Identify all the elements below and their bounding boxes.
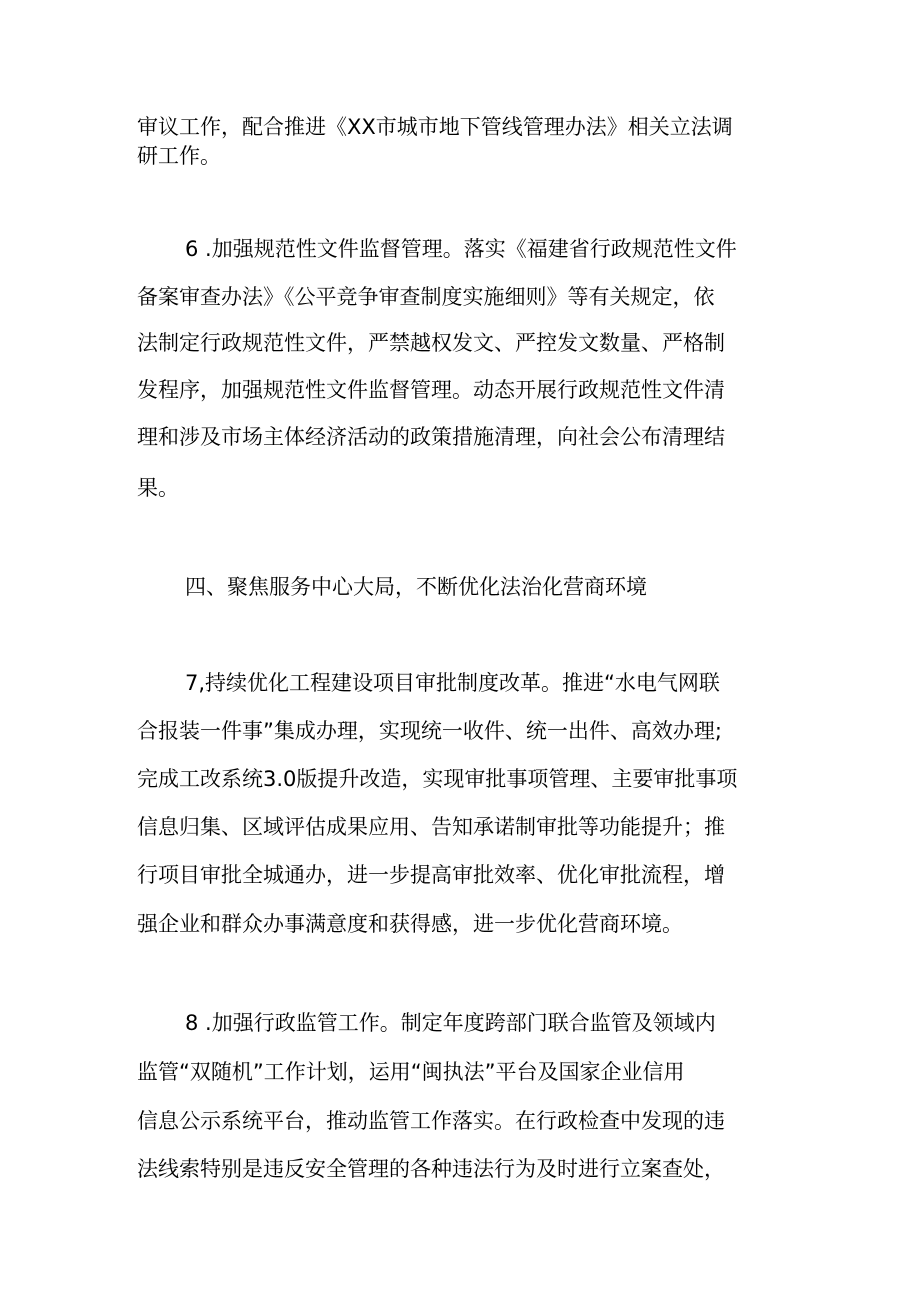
paragraph-6-line-4: 发程序，加强规范性文件监督管理。动态开展行政规范性文件清 bbox=[137, 378, 725, 402]
paragraph-8-line-2: 监管“双随机”工作计划，运用“闽执法”平台及国家企业信用 bbox=[137, 1060, 685, 1084]
paragraph-1-line-2: 研工作。 bbox=[137, 144, 221, 168]
paragraph-7-line-3: 完成工改系统3.0版提升改造，实现审批事项管理、主要审批事项 bbox=[137, 767, 738, 791]
paragraph-7-line-2: 合报装一件事”集成办理，实现统一收件、统一出件、高效办理; bbox=[137, 719, 722, 743]
paragraph-8-line-1: 8 .加强行政监管工作。制定年度跨部门联合监管及领域内 bbox=[185, 1011, 716, 1035]
paragraph-7-line-5: 行项目审批全城通办，进一步提高审批效率、优化审批流程，增 bbox=[137, 863, 725, 887]
paragraph-7-line-1: 7,持续优化工程建设项目审批制度改革。推进“水电气网联 bbox=[185, 671, 720, 695]
paragraph-7-line-4: 信息归集、区域评估成果应用、告知承诺制审批等功能提升；推 bbox=[137, 815, 725, 839]
paragraph-6-line-2: 备案审查办法》《公平竞争审查制度实施细则》等有关规定，依 bbox=[137, 285, 715, 309]
paragraph-6-line-3: 法制定行政规范性文件，严禁越权发文、严控发文数量、严格制 bbox=[137, 331, 725, 355]
paragraph-8-line-4: 法线索特别是违反安全管理的各种违法行为及时进行立案查处， bbox=[137, 1157, 725, 1181]
paragraph-1-line-1: 审议工作，配合推进《XX市城市地下管线管理办法》相关立法调 bbox=[137, 115, 733, 139]
paragraph-7-line-6: 强企业和群众办事满意度和获得感，进一步优化营商环境。 bbox=[137, 912, 683, 936]
paragraph-6-line-6: 果。 bbox=[137, 476, 179, 500]
paragraph-6-line-5: 理和涉及市场主体经济活动的政策措施清理，向社会公布清理结 bbox=[137, 425, 725, 449]
section-heading-4: 四、聚焦服务中心大局，不断优化法治化营商环境 bbox=[185, 575, 647, 599]
paragraph-6-line-1: 6 .加强规范性文件监督管理。落实《福建省行政规范性文件 bbox=[185, 237, 737, 261]
paragraph-8-line-3: 信息公示系统平台，推动监管工作落实。在行政检查中发现的违 bbox=[137, 1109, 725, 1133]
